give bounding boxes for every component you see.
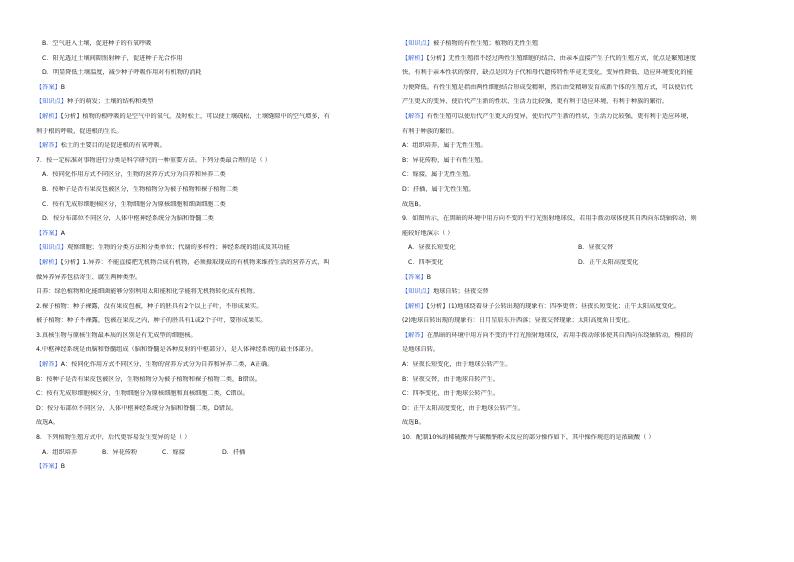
- option-label: B．异花传粉: [102, 448, 138, 456]
- text-line: [36, 419, 386, 426]
- line-text: D：扦插，属于无性生殖。: [402, 185, 475, 193]
- line-text: 地球自转；昼夜交替: [432, 288, 489, 296]
- line-text: 【分析】无性生殖指不经过两性生殖细胞的结合，由亲本直接产生子代的生殖方式，优点是繁殖速度: [426, 54, 696, 62]
- text-line: [36, 463, 386, 470]
- line-text: B．空气进入土壤，促进种子的有氧呼吸: [42, 40, 152, 47]
- text-line: [36, 40, 386, 47]
- text-line: [36, 171, 386, 178]
- section-tag: 【解析】: [36, 112, 61, 120]
- line-text: B：按种子是否有果皮包被区分，生物植物分为被子植物和裸子植物二类，B错误。: [36, 375, 262, 383]
- section-tag: 【答案】: [402, 273, 427, 281]
- line-text: D．按分布部位不同区分，人体中枢神经系统分为脑和脊髓二类: [42, 215, 214, 223]
- text-line: [402, 419, 752, 426]
- text-line: [402, 317, 752, 324]
- text-line: [402, 346, 752, 353]
- text-line: [402, 434, 752, 441]
- text-line: [402, 55, 752, 62]
- option-label: C．嫁接: [162, 448, 185, 456]
- line-text: 松土的主要目的是促进根的有氧呼吸。: [60, 142, 166, 150]
- text-line: [36, 434, 386, 441]
- line-text: 2.裸子植物：种子裸露，没有果皮包被，种子的胚具有2个以上子叶，不形成果实。: [36, 302, 263, 310]
- option-label: D．扦插: [222, 448, 246, 456]
- text-line: [402, 303, 752, 310]
- line-text: A：按同化作用方式不同区分，生物的营养方式分为自养和异养二类，A正确。: [60, 361, 274, 369]
- text-line: [36, 405, 386, 412]
- line-text: 【分析】(1)地球绕着身子公转出现的现象有：四季更替；昼夜长短变化；正午太阳高度变化。: [426, 302, 680, 310]
- section-tag: 【知识点】: [402, 40, 433, 47]
- text-line: [402, 186, 752, 193]
- line-text: C：嫁接，属于无性生殖。: [402, 171, 475, 179]
- text-line: [36, 317, 386, 324]
- text-line: [36, 186, 386, 193]
- text-line: [36, 376, 386, 383]
- text-line: [36, 332, 386, 339]
- line-text: A：昼夜长短变化，由于地球公转产生。: [402, 361, 512, 369]
- text-line: [36, 230, 386, 237]
- line-text: 被子植物的有性生殖；植物的无性生殖: [432, 40, 539, 47]
- line-text: 快，有利于亲本性状的保持，缺点是因为子代和母代遗传特性毕竟无变化，变异性降低，适应环境变化的能: [402, 69, 693, 77]
- line-text: 8．下列植物生殖方式中，后代更容易发生变异的是（ ）: [36, 434, 191, 442]
- option-label: C．四季变化: [408, 258, 444, 266]
- text-line: [402, 113, 752, 120]
- text-line: [36, 449, 386, 456]
- line-text: 自养：绿色植物和化能细菌能够分别利用太阳能和化学能将无机物转化成有机物。: [36, 288, 259, 296]
- text-line: [36, 98, 386, 105]
- left-column: [36, 40, 386, 478]
- text-line: [402, 84, 752, 91]
- text-line: [36, 215, 386, 222]
- line-text: B: [60, 83, 65, 91]
- line-text: 【分析】1.异养：不能直接把无机物合成有机物，必须摄取现成的有机物来维持生活的营养方式，叫: [60, 258, 330, 266]
- right-column: [402, 40, 752, 449]
- line-text: (2)地球自转出现的现象有：日月星辰东升西落；昼夜交替现象；太阳高度角日变化。: [402, 317, 634, 325]
- text-line: [36, 55, 386, 62]
- section-tag: 【答案】: [36, 229, 61, 237]
- option-label: B．昼夜交替: [578, 244, 614, 252]
- section-tag: 【解答】: [402, 331, 427, 339]
- line-text: 4.中枢神经系统是由脑和脊髓组成（脑和脊髓是各种反射的中枢部分），是人体神经系统的最主体部分。: [36, 346, 318, 354]
- text-line: [402, 405, 752, 412]
- text-line: [402, 376, 752, 383]
- text-line: [36, 142, 386, 149]
- text-line: [36, 288, 386, 295]
- text-line: [402, 128, 752, 135]
- section-tag: 【解答】: [402, 112, 427, 120]
- text-line: [402, 230, 752, 237]
- text-line: [402, 274, 752, 281]
- text-line: [402, 69, 752, 76]
- section-tag: 【解析】: [402, 54, 427, 62]
- line-text: 有利于种族的繁衍。: [402, 127, 458, 135]
- line-text: 故选B。: [402, 419, 425, 427]
- line-text: B．按种子是否有果皮包被区分，生物植物分为被子植物和裸子植物二类: [42, 185, 239, 193]
- text-line: [402, 215, 752, 222]
- section-tag: 【答案】: [36, 463, 61, 471]
- line-text: 种子的萌发；土壤的结构和类型: [66, 98, 154, 106]
- line-text: A．按同化作用方式不同区分，生物的营养方式分为自养和异养二类: [42, 171, 226, 179]
- line-text: A：组织培养，属于无性生殖。: [402, 142, 487, 150]
- text-line: [402, 361, 752, 368]
- line-text: 利于根的呼吸，促进根的生长。: [36, 127, 123, 135]
- text-line: [36, 390, 386, 397]
- section-tag: 【解答】: [36, 361, 61, 369]
- text-line: [402, 98, 752, 105]
- section-tag: 【知识点】: [36, 244, 67, 252]
- text-line: [36, 274, 386, 281]
- text-line: [402, 390, 752, 397]
- text-line: [402, 332, 752, 339]
- line-text: C：按有无成形细胞核区分，生物细胞分为原核细胞和真核细胞二类，C错误。: [36, 390, 249, 398]
- line-text: 是地球自转。: [402, 346, 440, 354]
- line-text: 产生更大的变异，使后代产生新的性状，生活力比较强，更有利于适应环境，有利于种族的繁衍。: [402, 98, 669, 106]
- text-line: [36, 346, 386, 353]
- text-line: [402, 288, 752, 295]
- line-text: 9．如图所示，在黑暗的环境中用方向不变的平行光照射地球仪，若用手拨动球体使其自西向东绕轴转动，则: [402, 215, 697, 223]
- line-text: 能较好地演示（ ）: [402, 229, 454, 237]
- line-text: 力便降低。有性生殖是指由两性细胞结合形成受精卵，然后由受精卵发育成新个体的生殖方式，可以使后代: [402, 83, 693, 91]
- section-tag: 【解析】: [36, 258, 61, 266]
- line-text: D：按分布部位不同区分，人体中枢神经系统分为脑和脊髓二类，D错误。: [36, 404, 238, 412]
- line-text: C：四季变化，由于地球公转产生。: [402, 390, 500, 398]
- line-text: B: [426, 273, 431, 281]
- text-line: [402, 40, 752, 47]
- text-line: [36, 244, 386, 251]
- text-line: [402, 201, 752, 208]
- text-line: [402, 142, 752, 149]
- line-text: C．按有无成形细胞核区分，生物细胞分为原核细胞和细菌细胞二类: [42, 200, 226, 208]
- line-text: 在黑暗的环境中用方向不变的平行光照射地球仪，若用手拨动球体使其自西向东绕轴转动，模拟的: [426, 331, 693, 339]
- text-line: [36, 157, 386, 164]
- line-text: 【分析】植物的根呼吸的是空气中的氧气，及时松土，可以使土壤疏松，土壤缝隙中的空气增多，有: [60, 112, 330, 120]
- text-line: [36, 128, 386, 135]
- line-text: 做异养异养包括寄生、腐生两种类型。: [36, 273, 142, 281]
- line-text: C．阳光透过土壤间隙照射种子，促进种子光合作用: [42, 54, 183, 62]
- text-line: [36, 84, 386, 91]
- text-line: [36, 259, 386, 266]
- text-line: [402, 259, 752, 266]
- line-text: B: [60, 463, 65, 471]
- text-line: [402, 244, 752, 251]
- line-text: 被子植物：种子不裸露，包被在果皮之内，种子的胚具有1或2个子叶，要形成果实。: [36, 317, 267, 325]
- section-tag: 【知识点】: [36, 98, 67, 106]
- section-tag: 【解析】: [402, 302, 427, 310]
- line-text: 故选B。: [402, 200, 425, 208]
- text-line: [36, 201, 386, 208]
- line-text: A: [60, 229, 65, 237]
- section-tag: 【答案】: [36, 83, 61, 91]
- line-text: 观察细胞；生物的分类方法和分类单位；代谢的多样性；神经系统的组成及其功能: [66, 244, 290, 252]
- section-tag: 【解答】: [36, 142, 61, 150]
- line-text: B：异花传粉，属于有性生殖。: [402, 156, 487, 164]
- line-text: 有性生殖可以使后代产生更大的变异，使后代产生新的性状，生活力比较强，更有利于适应环境，: [426, 112, 693, 120]
- option-label: D．正午太阳高度变化: [578, 258, 639, 266]
- section-tag: 【知识点】: [402, 288, 433, 296]
- line-text: 10．配制10%的稀硫酸并与碳酸钠粉末反应的部分操作如下，其中操作规范的是浓硫酸（ ）: [402, 434, 655, 442]
- line-text: D：正午太阳高度变化，由于地球公转产生。: [402, 404, 525, 412]
- line-text: B：昼夜交替，由于地球自转产生。: [402, 375, 500, 383]
- text-line: [36, 69, 386, 76]
- line-text: 故选A。: [36, 419, 59, 427]
- option-label: A．组织培养: [42, 448, 78, 456]
- line-text: D．明显降低土壤温度，减少种子呼吸作用对有机物的消耗: [42, 69, 202, 77]
- text-line: [36, 303, 386, 310]
- text-line: [402, 171, 752, 178]
- line-text: 3.真核生物与原核生物最本质的区别是有无成型的细胞核。: [36, 331, 197, 339]
- line-text: 7．按一定标准对事物进行分类是科学研究的一种重要方法。下列分类最合理的是（ ）: [36, 156, 271, 164]
- text-line: [36, 361, 386, 368]
- text-line: [36, 113, 386, 120]
- option-label: A．昼夜长短变化: [408, 244, 456, 252]
- text-line: [402, 157, 752, 164]
